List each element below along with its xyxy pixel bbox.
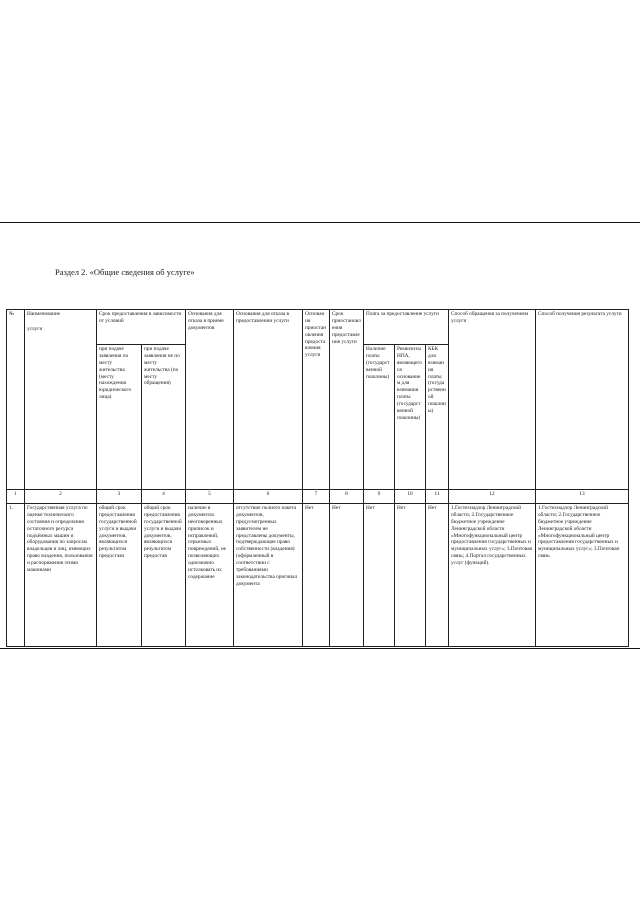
row-term-not-residence: общий срок предоставления государственной услуги и выдачи документов, являющихся результатом предостав (142, 504, 186, 647)
col-number-10: 10 (395, 490, 426, 504)
header-term-not-residence: при подаче заявления не по месту жительства (по месту обращения) (142, 345, 186, 490)
header-fee: Плата за предоставление услуги (364, 310, 449, 345)
table-row (7, 504, 629, 647)
row-fee-npa: Нет (395, 504, 426, 647)
header-term-residence: при подаче заявления по месту жительства (месту нахождения юридического лица) (97, 345, 142, 490)
row-term-residence: общий срок предоставления государственной услуги и выдачи документов, являющихся результатом предоставл (97, 504, 142, 647)
row-refuse-service: отсутствие полного пакета документов, предусмотренных заявителем не представлены документы, подтверждающие право собственности (владения) (оформленный в соответствии с требованиями законодательства оригинал документа (234, 504, 303, 647)
row-suspend: Нет (303, 504, 330, 647)
col-number-5: 5 (186, 490, 234, 504)
header-fee-kbk: КБК для взимания платы (государственной пошлины) (426, 345, 449, 490)
col-number-3: 3 (97, 490, 142, 504)
header-suspend-term: Срок приостановления предоставления услуги (330, 310, 364, 490)
header-no: № (7, 310, 25, 490)
col-number-4: 4 (142, 490, 186, 504)
col-number-11: 11 (426, 490, 449, 504)
header-request-method: Способ обращения за получением услуги (449, 310, 536, 490)
col-number-13: 13 (536, 490, 629, 504)
col-number-1: 1 (7, 490, 25, 504)
header-fee-presence: Наличие платы (государственной пошлины) (364, 345, 395, 490)
row-request-method: 1.Гостехнадзор Ленинградской области; 2.Государственное бюджетное учреждение Ленинградской области «Многофункциональный центр предоставления государственных и муниципальных услуг»; 3.Почтовая связь; 4.Портал государственных услуг (функций). (449, 504, 536, 647)
service-info-table (6, 309, 629, 647)
section-title: Раздел 2. «Общие сведения об услуге» (55, 267, 195, 277)
header-refuse-service: Основания для отказа в предоставлении услуги (234, 310, 303, 490)
col-number-8: 8 (330, 490, 364, 504)
header-name (25, 310, 97, 490)
header-refuse-docs: Основания для отказа в приеме документов (186, 310, 234, 490)
col-number-7: 7 (303, 490, 330, 504)
header-result-method: Способ получения результата услуги (536, 310, 629, 490)
header-name-sub: услуги (27, 325, 43, 332)
col-number-9: 9 (364, 490, 395, 504)
header-suspend: Основания приостановления предоставления услуги (303, 310, 330, 490)
header-name-label: Наименование (27, 311, 60, 317)
row-refuse-docs: наличие в документах неоговоренных приписок и исправлений, серьезных повреждений, не позволяющих однозначно истолковать их содержание (186, 504, 234, 647)
col-number-2: 2 (25, 490, 97, 504)
row-name: Государственная услуга по оценке технического состояния и определения остаточного ресурса подъёмных машин и оборудования по запросам владельцев и лиц, имеющих право владения, пользования и распоряжения этими машинами (25, 504, 97, 647)
col-number-6: 6 (234, 490, 303, 504)
row-fee-presence: Нет (364, 504, 395, 647)
row-no: 1. (7, 504, 25, 647)
row-fee-kbk: Нет (426, 504, 449, 647)
col-number-12: 12 (449, 490, 536, 504)
header-term: Срок предоставления в зависимости от условий (97, 310, 186, 345)
row-result-method: 1.Гостехнадзор Ленинградской области; 2.Государственное бюджетное учреждение Ленинградской области «Многофункциональный центр предоставления государственных и муниципальных услуг»; 3.Почтовая связь (536, 504, 629, 647)
row-suspend-term: Нет (330, 504, 364, 647)
header-fee-npa: Реквизиты НПА, являющегося основанием для взимания платы (государственной пошлины) (395, 345, 426, 490)
